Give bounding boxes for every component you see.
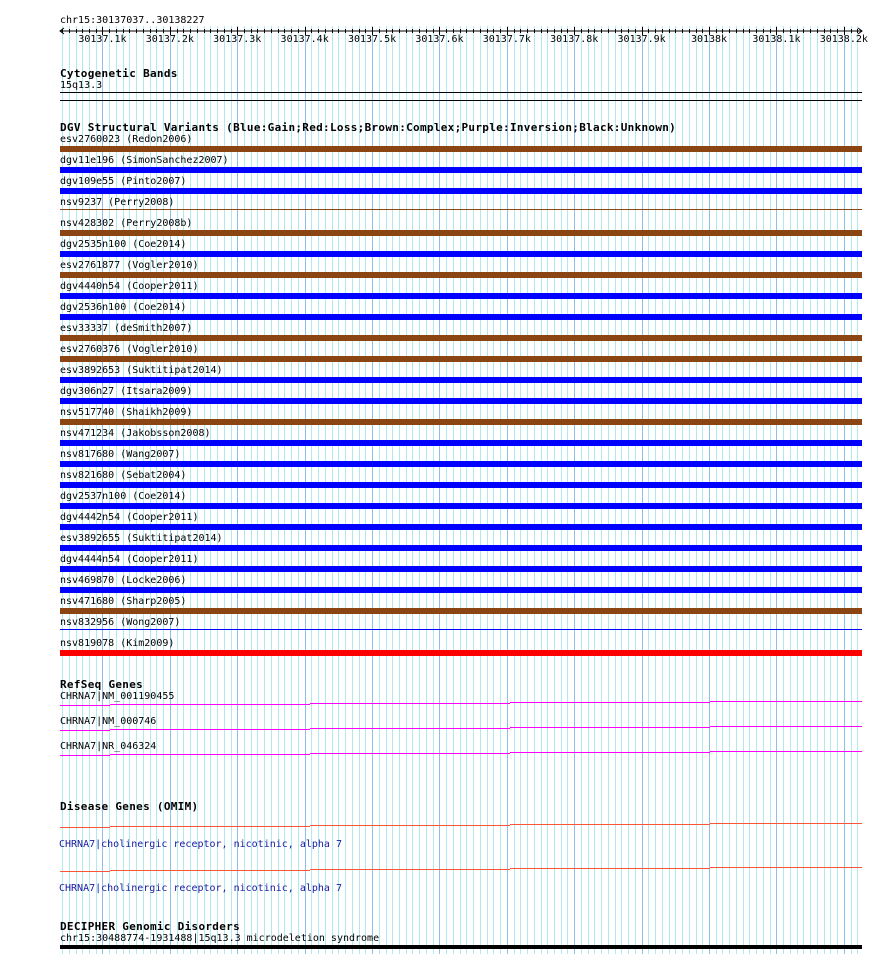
- dgv-variant-bar-loss[interactable]: [60, 650, 862, 656]
- dgv-variant-label[interactable]: esv3892653 (Suktitipat2014): [60, 365, 223, 376]
- dgv-variant-bar-gain[interactable]: [60, 566, 862, 572]
- dgv-variant-label[interactable]: esv3892655 (Suktitipat2014): [60, 533, 223, 544]
- ruler-tick-label: 30137.9k: [617, 34, 666, 45]
- dgv-variant-label[interactable]: dgv4440n54 (Cooper2011): [60, 281, 199, 292]
- refseq-gene-model[interactable]: [0, 698, 890, 708]
- dgv-variant-label[interactable]: nsv428302 (Perry2008b): [60, 218, 193, 229]
- dgv-variant-bar-gain[interactable]: [60, 188, 862, 194]
- ruler-tick-label: 30137.3k: [213, 34, 262, 45]
- ruler-tick-label: 30138.2k: [819, 34, 868, 45]
- ruler-tick-label: 30138.1k: [752, 34, 801, 45]
- cytoband-bar[interactable]: [60, 92, 862, 93]
- refseq-gene-label[interactable]: CHRNA7|NM_000746: [60, 716, 157, 727]
- dgv-variant-label[interactable]: esv2760376 (Vogler2010): [60, 344, 199, 355]
- cytoband-track-title: Cytogenetic Bands: [60, 67, 178, 80]
- dgv-variant-bar-gain[interactable]: [60, 167, 862, 173]
- dgv-variant-label[interactable]: dgv306n27 (Itsara2009): [60, 386, 193, 397]
- ruler-tick-label: 30137.8k: [550, 34, 599, 45]
- dgv-variant-bar-gain[interactable]: [60, 503, 862, 509]
- dgv-variant-bar-complex[interactable]: [60, 335, 862, 341]
- dgv-variant-label[interactable]: nsv471234 (Jakobsson2008): [60, 428, 211, 439]
- ruler-tick-label: 30137.4k: [280, 34, 329, 45]
- ruler-tick-label: 30137.7k: [482, 34, 531, 45]
- dgv-variant-bar-complex[interactable]: [60, 146, 862, 152]
- dgv-variant-bar-gain[interactable]: [60, 482, 862, 488]
- dgv-variant-label[interactable]: dgv4444n54 (Cooper2011): [60, 554, 199, 565]
- ruler-tick-label: 30137.5k: [347, 34, 397, 45]
- decipher-feature-bar[interactable]: [60, 945, 862, 949]
- location-label: chr15:30137037..30138227: [60, 15, 205, 26]
- dgv-variant-label[interactable]: nsv832956 (Wong2007): [60, 617, 181, 628]
- dgv-variant-label[interactable]: nsv469870 (Locke2006): [60, 575, 187, 586]
- refseq-gene-model[interactable]: [0, 748, 890, 758]
- refseq-gene-label[interactable]: CHRNA7|NM_001190455: [60, 691, 175, 702]
- dgv-variant-label[interactable]: dgv4442n54 (Cooper2011): [60, 512, 199, 523]
- dgv-variant-label[interactable]: esv2761877 (Vogler2010): [60, 260, 199, 271]
- ruler-tick-label: 30138k: [690, 34, 728, 45]
- dgv-variant-label[interactable]: dgv109e55 (Pinto2007): [60, 176, 187, 187]
- refseq-track-title: RefSeq Genes: [60, 678, 144, 691]
- ruler-tick-label: 30137.6k: [415, 34, 464, 45]
- dgv-variant-bar-complex[interactable]: [60, 230, 862, 236]
- dgv-variant-label[interactable]: dgv11e196 (SimonSanchez2007): [60, 155, 229, 166]
- dgv-variant-bar-gain[interactable]: [60, 377, 862, 383]
- refseq-gene-model[interactable]: [0, 723, 890, 733]
- dgv-variant-bar-gain[interactable]: [60, 587, 862, 593]
- omim-track-title: Disease Genes (OMIM): [60, 800, 199, 813]
- dgv-variant-label[interactable]: dgv2537n100 (Coe2014): [60, 491, 187, 502]
- dgv-variant-bar-gain[interactable]: [60, 314, 862, 320]
- decipher-label[interactable]: chr15:30488774-1931488|15q13.3 microdeletion syndrome: [60, 933, 380, 944]
- dgv-variant-bar-gain[interactable]: [60, 293, 862, 299]
- dgv-variant-bar-gain[interactable]: [60, 440, 862, 446]
- dgv-variant-label[interactable]: nsv821680 (Sebat2004): [60, 470, 187, 481]
- refseq-gene-label[interactable]: CHRNA7|NR_046324: [60, 741, 157, 752]
- ruler-tick-label: 30137.1k: [78, 34, 127, 45]
- ruler-tick-label: 30137.2k: [145, 34, 194, 45]
- dgv-variant-bar-gain[interactable]: [60, 461, 862, 467]
- dgv-variant-bar-complex[interactable]: [60, 272, 862, 278]
- dgv-variant-bar-complex[interactable]: [60, 209, 862, 210]
- dgv-variant-label[interactable]: dgv2536n100 (Coe2014): [60, 302, 187, 313]
- dgv-variant-label[interactable]: nsv517740 (Shaikh2009): [60, 407, 193, 418]
- omim-gene-label[interactable]: CHRNA7|cholinergic receptor, nicotinic, alpha 7: [59, 839, 342, 850]
- dgv-variant-label[interactable]: dgv2535n100 (Coe2014): [60, 239, 187, 250]
- dgv-variant-label[interactable]: esv2760023 (Redon2006): [60, 134, 193, 145]
- dgv-variant-label[interactable]: nsv471680 (Sharp2005): [60, 596, 187, 607]
- dgv-variant-bar-complex[interactable]: [60, 356, 862, 362]
- dgv-variant-label[interactable]: nsv819078 (Kim2009): [60, 638, 175, 649]
- dgv-variant-bar-gain[interactable]: [60, 524, 862, 530]
- dgv-track-title: DGV Structural Variants (Blue:Gain;Red:Loss;Brown:Complex;Purple:Inversion;Black:Unknown): [60, 121, 677, 134]
- omim-gene-label[interactable]: CHRNA7|cholinergic receptor, nicotinic, alpha 7: [59, 883, 342, 894]
- decipher-track-title: DECIPHER Genomic Disorders: [60, 920, 240, 933]
- dgv-variant-bar-gain[interactable]: [60, 629, 862, 630]
- dgv-variant-label[interactable]: esv33337 (deSmith2007): [60, 323, 193, 334]
- track-divider: [60, 100, 862, 101]
- dgv-variant-label[interactable]: nsv9237 (Perry2008): [60, 197, 175, 208]
- dgv-variant-bar-gain[interactable]: [60, 251, 862, 257]
- cytoband-label[interactable]: 15q13.3: [60, 80, 103, 91]
- dgv-variant-bar-complex[interactable]: [60, 608, 862, 614]
- dgv-variant-bar-gain[interactable]: [60, 398, 862, 404]
- dgv-variant-bar-gain[interactable]: [60, 545, 862, 551]
- dgv-variant-label[interactable]: nsv817680 (Wang2007): [60, 449, 181, 460]
- omim-gene-model[interactable]: [0, 820, 890, 830]
- omim-gene-model[interactable]: [0, 864, 890, 874]
- dgv-variant-bar-complex[interactable]: [60, 419, 862, 425]
